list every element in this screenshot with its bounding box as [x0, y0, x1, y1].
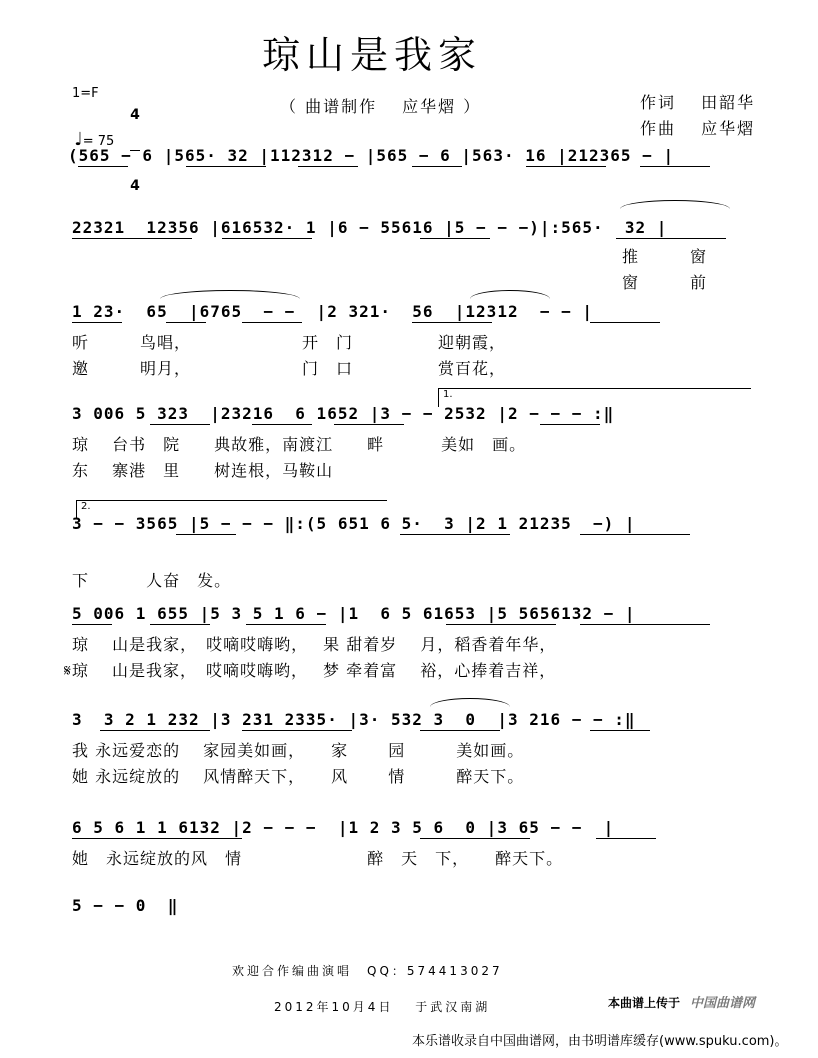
lyric-line-3b: 邀 明月， 门 口 赏百花，: [72, 359, 507, 378]
lyric-line-8: 她 永远绽放的风 情 醉 天 下， 醉天下。: [72, 849, 564, 868]
page-title: 琼山是我家: [262, 33, 483, 77]
lyric-line-6b: 𝄋琼 山是我家， 哎嘀哎嗨哟， 梦 牵着富 裕，心捧着吉祥，: [64, 661, 557, 680]
lyric-line-7a: 我 永远爱恋的 家园美如画， 家 园 美如画。: [72, 741, 525, 760]
score-line-2: 22321 12356 |616532· 1 |6 − 55616 |5 − − −)|:565· 32 |: [72, 218, 668, 237]
time-signature-bottom: 4: [130, 178, 140, 194]
score-line-6: 5 006 1 655 |5 3 5 1 6 − |1 6 5 61653 |5 5656132 − |: [72, 604, 636, 623]
score-line-8: 6 5 6 1 1 6132 |2 − − − |1 2 3 5 6 0 |3 65 − − |: [72, 818, 615, 837]
score-maker: （ 曲谱制作 应华熠 ）: [280, 97, 482, 116]
date-line: 2012年10月4日 于武汉南湖: [274, 1000, 491, 1014]
upload-label: 本曲谱上传于: [608, 996, 681, 1010]
tempo-value: = 75: [82, 134, 115, 149]
lyric-line-7b: 她 永远绽放的 风情醉天下， 风 情 醉天下。: [72, 767, 525, 786]
lyric-line-2b: 窗 前: [622, 273, 708, 292]
second-ending-label: 2.: [81, 501, 91, 512]
lyricist: 作词 田韶华: [640, 93, 756, 112]
time-signature: [130, 80, 140, 207]
lyric-line-4b: 东 寨港 里 树连根，马鞍山: [72, 461, 334, 480]
lyric-line-6a: 琼 山是我家， 哎嘀哎嗨哟， 果 甜着岁 月，稻香着年华，: [72, 635, 557, 654]
source-note: 本乐谱收录自中国曲谱网，由书明谱库缓存(www.spuku.com)。: [412, 1034, 788, 1049]
score-line-1: (565 − 6 |565· 32 |112312 − |565 − 6 |563· 16 |212365 − |: [68, 146, 675, 165]
composer: 作曲 应华熠: [640, 119, 756, 138]
lyric-line-5: 下 人奋 发。: [72, 571, 232, 590]
lyric-line-4a: 琼 台书 院 典故雅，南渡江 畔 美如 画。: [72, 435, 527, 454]
score-line-9: 5 − − 0 ‖: [72, 896, 179, 915]
tempo-marking: [66, 114, 114, 150]
contact-line: 欢迎合作编曲演唱 QQ：574413027: [232, 964, 503, 978]
score-line-7: 3 3 2 1 232 |3 231 2335· |3· 532 3 0 |3 216 − − :‖: [72, 710, 636, 729]
lyric-line-2a: 推 窗: [622, 247, 708, 266]
time-signature-top: 4: [130, 107, 140, 123]
first-ending-label: 1.: [443, 389, 453, 400]
lyric-line-3a: 听 鸟唱， 开 门 迎朝霞，: [72, 333, 507, 352]
score-line-4: 3 006 5 323 |23216 6 1652 |3 − − 2532 |2 − − − :‖: [72, 404, 615, 423]
site-logo: 中国曲谱网: [690, 996, 756, 1011]
quarter-note-icon: ♩: [74, 129, 83, 150]
score-line-3: 1 23· 65 |6765 − − |2 321· 56 |12312 − − |: [72, 302, 594, 321]
key-signature: 1=F: [72, 86, 99, 101]
score-line-5: 3 − − 3565 |5 − − − ‖:(5 651 6 5· 3 |2 1 21235 −) |: [72, 514, 636, 533]
